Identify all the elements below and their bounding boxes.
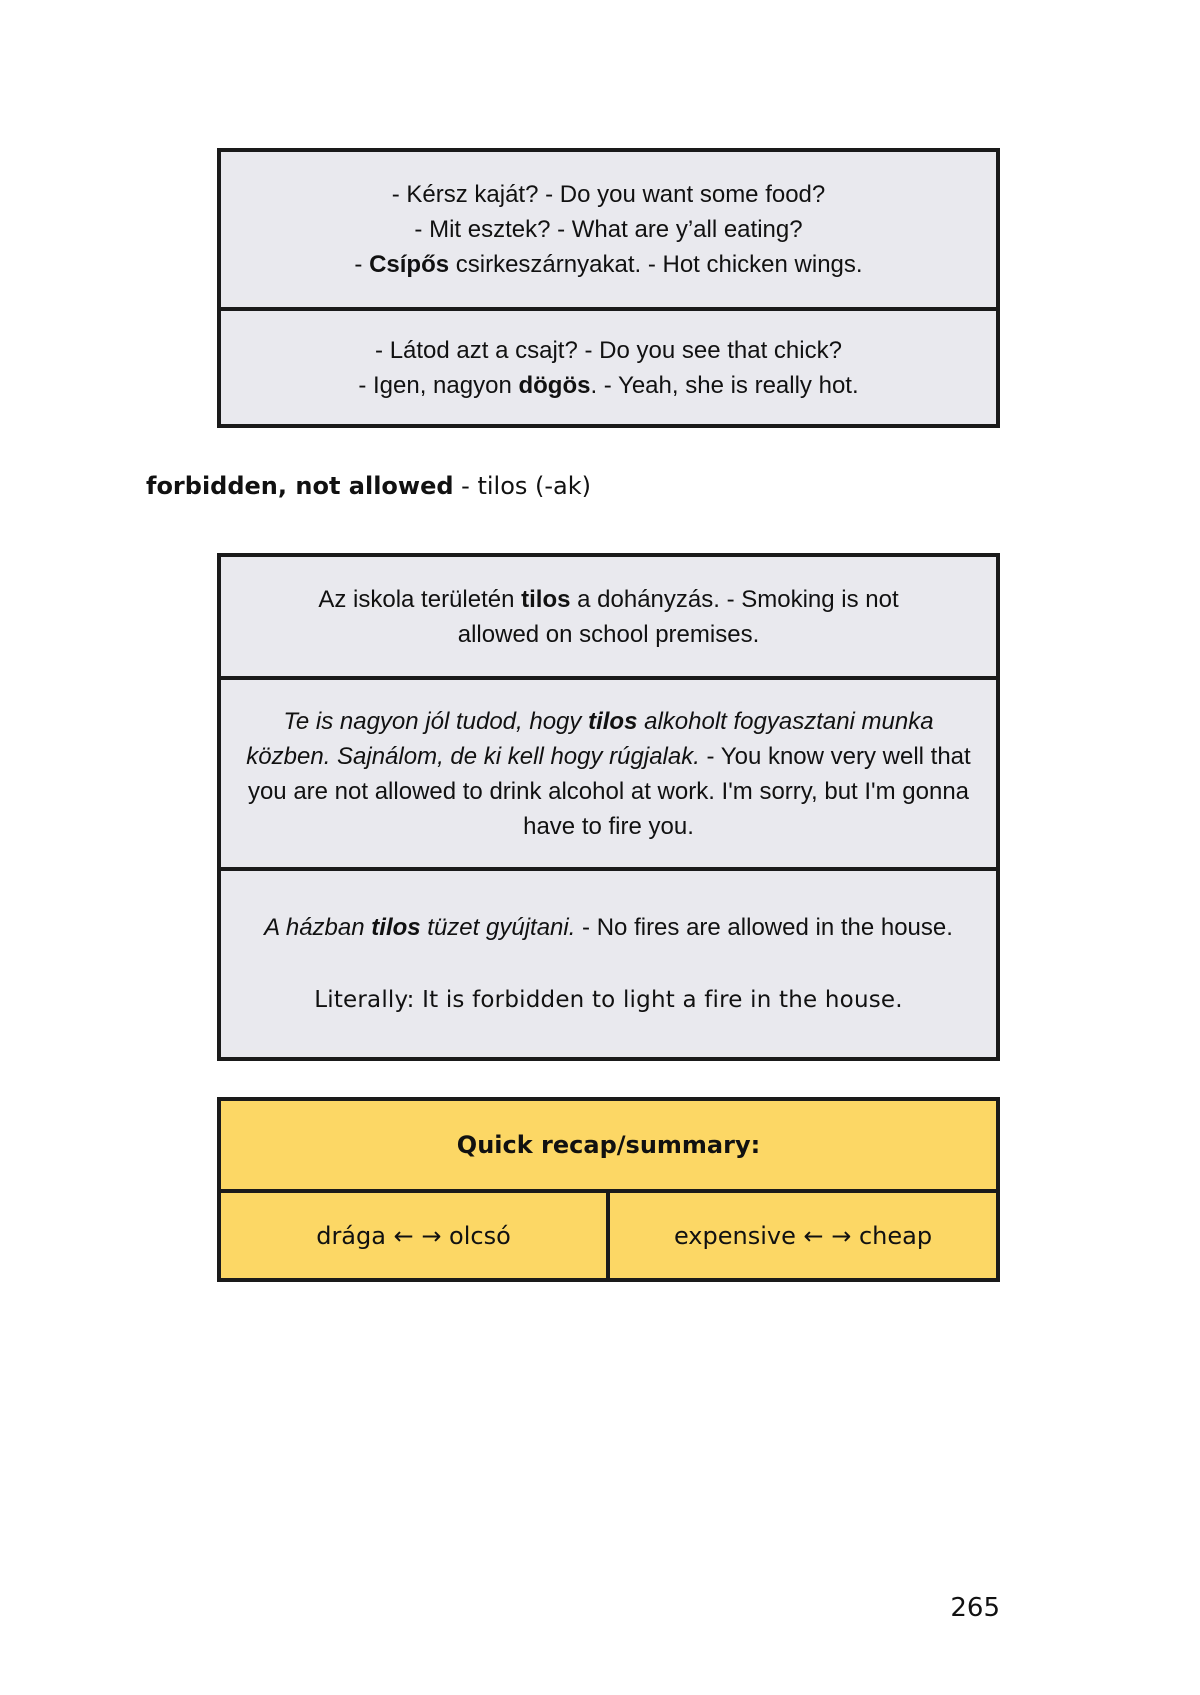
bold-word: Csípős xyxy=(369,251,450,278)
example-text xyxy=(239,704,978,844)
example-cell xyxy=(221,557,996,676)
italic-span: tüzet gyújtani. xyxy=(420,914,576,941)
literal-translation: Literally: It is forbidden to light a fire in the house. xyxy=(314,987,903,1013)
heading-hungarian: - tilos (-ak) xyxy=(453,472,592,500)
text-span: - No fires are allowed in the house. xyxy=(575,914,953,941)
example-text xyxy=(261,910,956,945)
text-span: - Igen, nagyon xyxy=(358,371,519,399)
bold-word xyxy=(588,708,637,735)
text-span: . - Yeah, she is really hot. xyxy=(590,371,859,399)
bold-italic-word: tilos xyxy=(371,914,421,941)
text-span: - You know very well that you are not allowed to drink alcohol at work. I'm sorry, but I'm gonna have to fire you. xyxy=(247,742,971,840)
italic-span: A házban xyxy=(264,914,372,941)
page-number: 265 xyxy=(950,1593,1000,1623)
example-line: - Látod azt a csajt? - Do you see that chick? xyxy=(375,336,842,364)
example-cell xyxy=(221,867,996,1057)
bold-word: tilos xyxy=(521,585,571,613)
example-text xyxy=(281,582,936,652)
example-line: - Kérsz kaját? - Do you want some food? xyxy=(391,181,826,208)
bold-word xyxy=(371,914,420,941)
text-span: Az iskola területén xyxy=(318,585,522,613)
example-cell xyxy=(221,676,996,867)
example-line xyxy=(239,247,978,282)
recap-hungarian: drága ← → olcsó xyxy=(221,1193,610,1278)
bold-italic-word: tilos xyxy=(588,707,638,735)
vocabulary-heading xyxy=(146,468,591,504)
text-span: csirkeszárnyakat. - Hot chicken wings. xyxy=(449,251,863,278)
example-cell xyxy=(221,152,996,307)
example-line: - Mit esztek? - What are y’all eating? xyxy=(414,216,803,243)
recap-box xyxy=(217,1097,1000,1282)
recap-title: Quick recap/summary: xyxy=(221,1101,996,1193)
example-cell xyxy=(221,307,996,424)
text-span: a dohányzás. - Smoking is not allowed on school premises. xyxy=(457,585,899,648)
bold-word: dögös xyxy=(518,371,591,399)
italic-span: alkoholt fogyasztani munka közben. Sajnálom, de ki kell hogy rúgjalak. xyxy=(246,707,934,770)
example-box-1 xyxy=(217,148,1000,428)
heading-english: forbidden, not allowed xyxy=(146,472,454,500)
example-line xyxy=(239,368,978,403)
text-span: - xyxy=(354,251,370,278)
example-box-2 xyxy=(217,553,1000,1061)
recap-row xyxy=(221,1193,996,1278)
italic-span: Te is nagyon jól tudod, hogy xyxy=(283,707,589,735)
recap-english: expensive ← → cheap xyxy=(673,1221,933,1250)
